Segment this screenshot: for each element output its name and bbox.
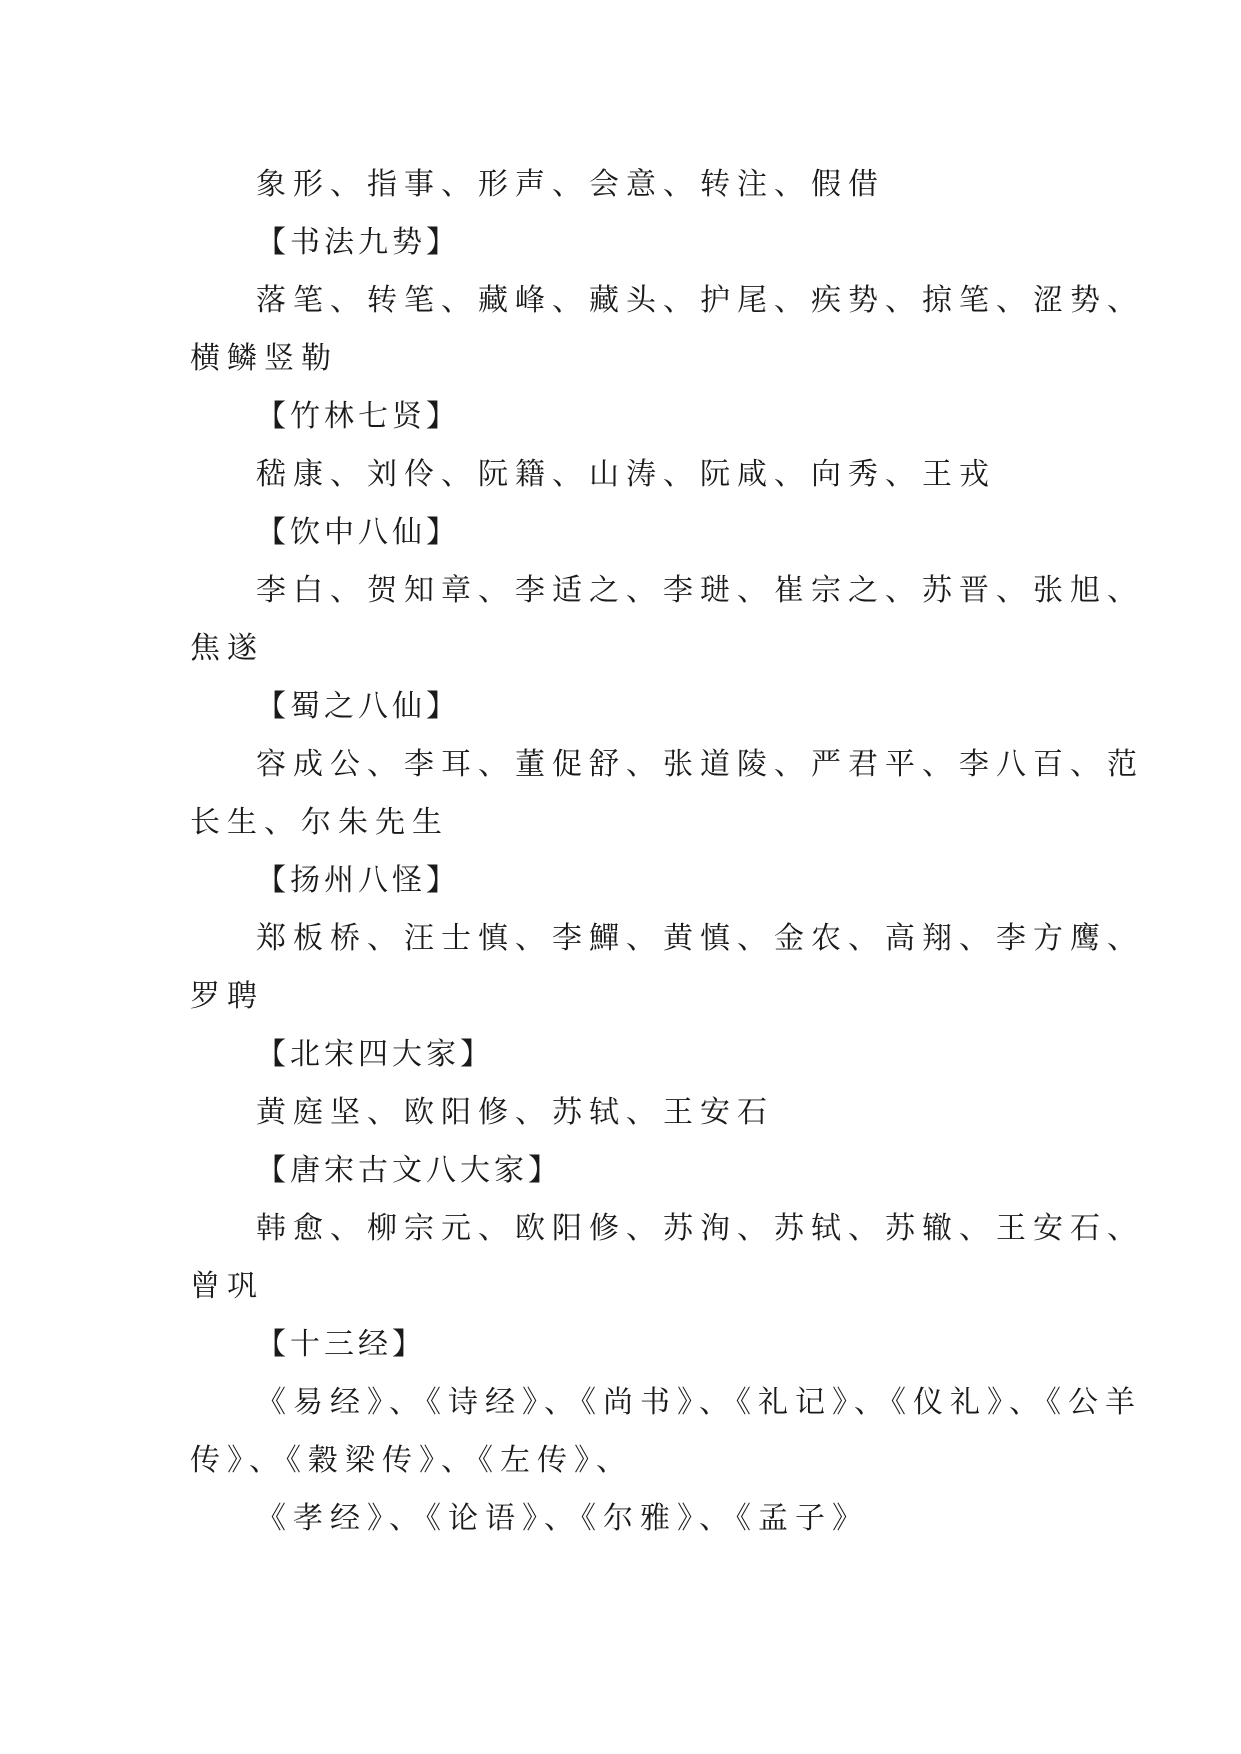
thirteen-classics-list-line-2: 传》、《穀梁传》、《左传》、 xyxy=(190,1443,633,1478)
calligraphy-list-line-1: 落笔、转笔、藏峰、藏头、护尾、疾势、掠笔、涩势、 xyxy=(256,283,1144,318)
seven-sages-list: 嵇康、刘伶、阮籍、山涛、阮咸、向秀、王戎 xyxy=(256,457,996,492)
heading-tang-song-eight-masters: 【唐宋古文八大家】 xyxy=(256,1153,562,1188)
heading-thirteen-classics: 【十三经】 xyxy=(256,1327,426,1362)
yangzhou-eccentrics-list-line-2: 罗聘 xyxy=(190,979,264,1014)
six-scripts-list: 象形、指事、形声、会意、转注、假借 xyxy=(256,167,885,202)
tang-song-masters-list-line-1: 韩愈、柳宗元、欧阳修、苏洵、苏轼、苏辙、王安石、 xyxy=(256,1211,1144,1246)
heading-calligraphy-nine-forces: 【书法九势】 xyxy=(256,225,460,260)
drinking-immortals-list-line-1: 李白、贺知章、李适之、李琎、崔宗之、苏晋、张旭、 xyxy=(256,573,1144,608)
calligraphy-list-line-2: 横鳞竖勒 xyxy=(190,341,338,376)
thirteen-classics-list-line-1: 《易经》、《诗经》、《尚书》、《礼记》、《仪礼》、《公羊 xyxy=(256,1385,1142,1420)
thirteen-classics-list-line-3: 《孝经》、《论语》、《尔雅》、《孟子》 xyxy=(256,1501,869,1536)
heading-northern-song-four-masters: 【北宋四大家】 xyxy=(256,1037,494,1072)
yangzhou-eccentrics-list-line-1: 郑板桥、汪士慎、李鱓、黄慎、金农、高翔、李方鹰、 xyxy=(256,921,1144,956)
drinking-immortals-list-line-2: 焦遂 xyxy=(190,631,264,666)
document-body xyxy=(190,156,1144,1548)
northern-song-masters-list: 黄庭坚、欧阳修、苏轼、王安石 xyxy=(256,1095,774,1130)
shu-immortals-list-line-2: 长生、尔朱先生 xyxy=(190,805,449,840)
heading-yangzhou-eight-eccentrics: 【扬州八怪】 xyxy=(256,863,460,898)
tang-song-masters-list-line-2: 曾巩 xyxy=(190,1269,264,1304)
heading-eight-drinking-immortals: 【饮中八仙】 xyxy=(256,515,460,550)
heading-seven-sages: 【竹林七贤】 xyxy=(256,399,460,434)
shu-immortals-list-line-1: 容成公、李耳、董促舒、张道陵、严君平、李八百、范 xyxy=(256,747,1144,782)
heading-eight-immortals-of-shu: 【蜀之八仙】 xyxy=(256,689,460,724)
